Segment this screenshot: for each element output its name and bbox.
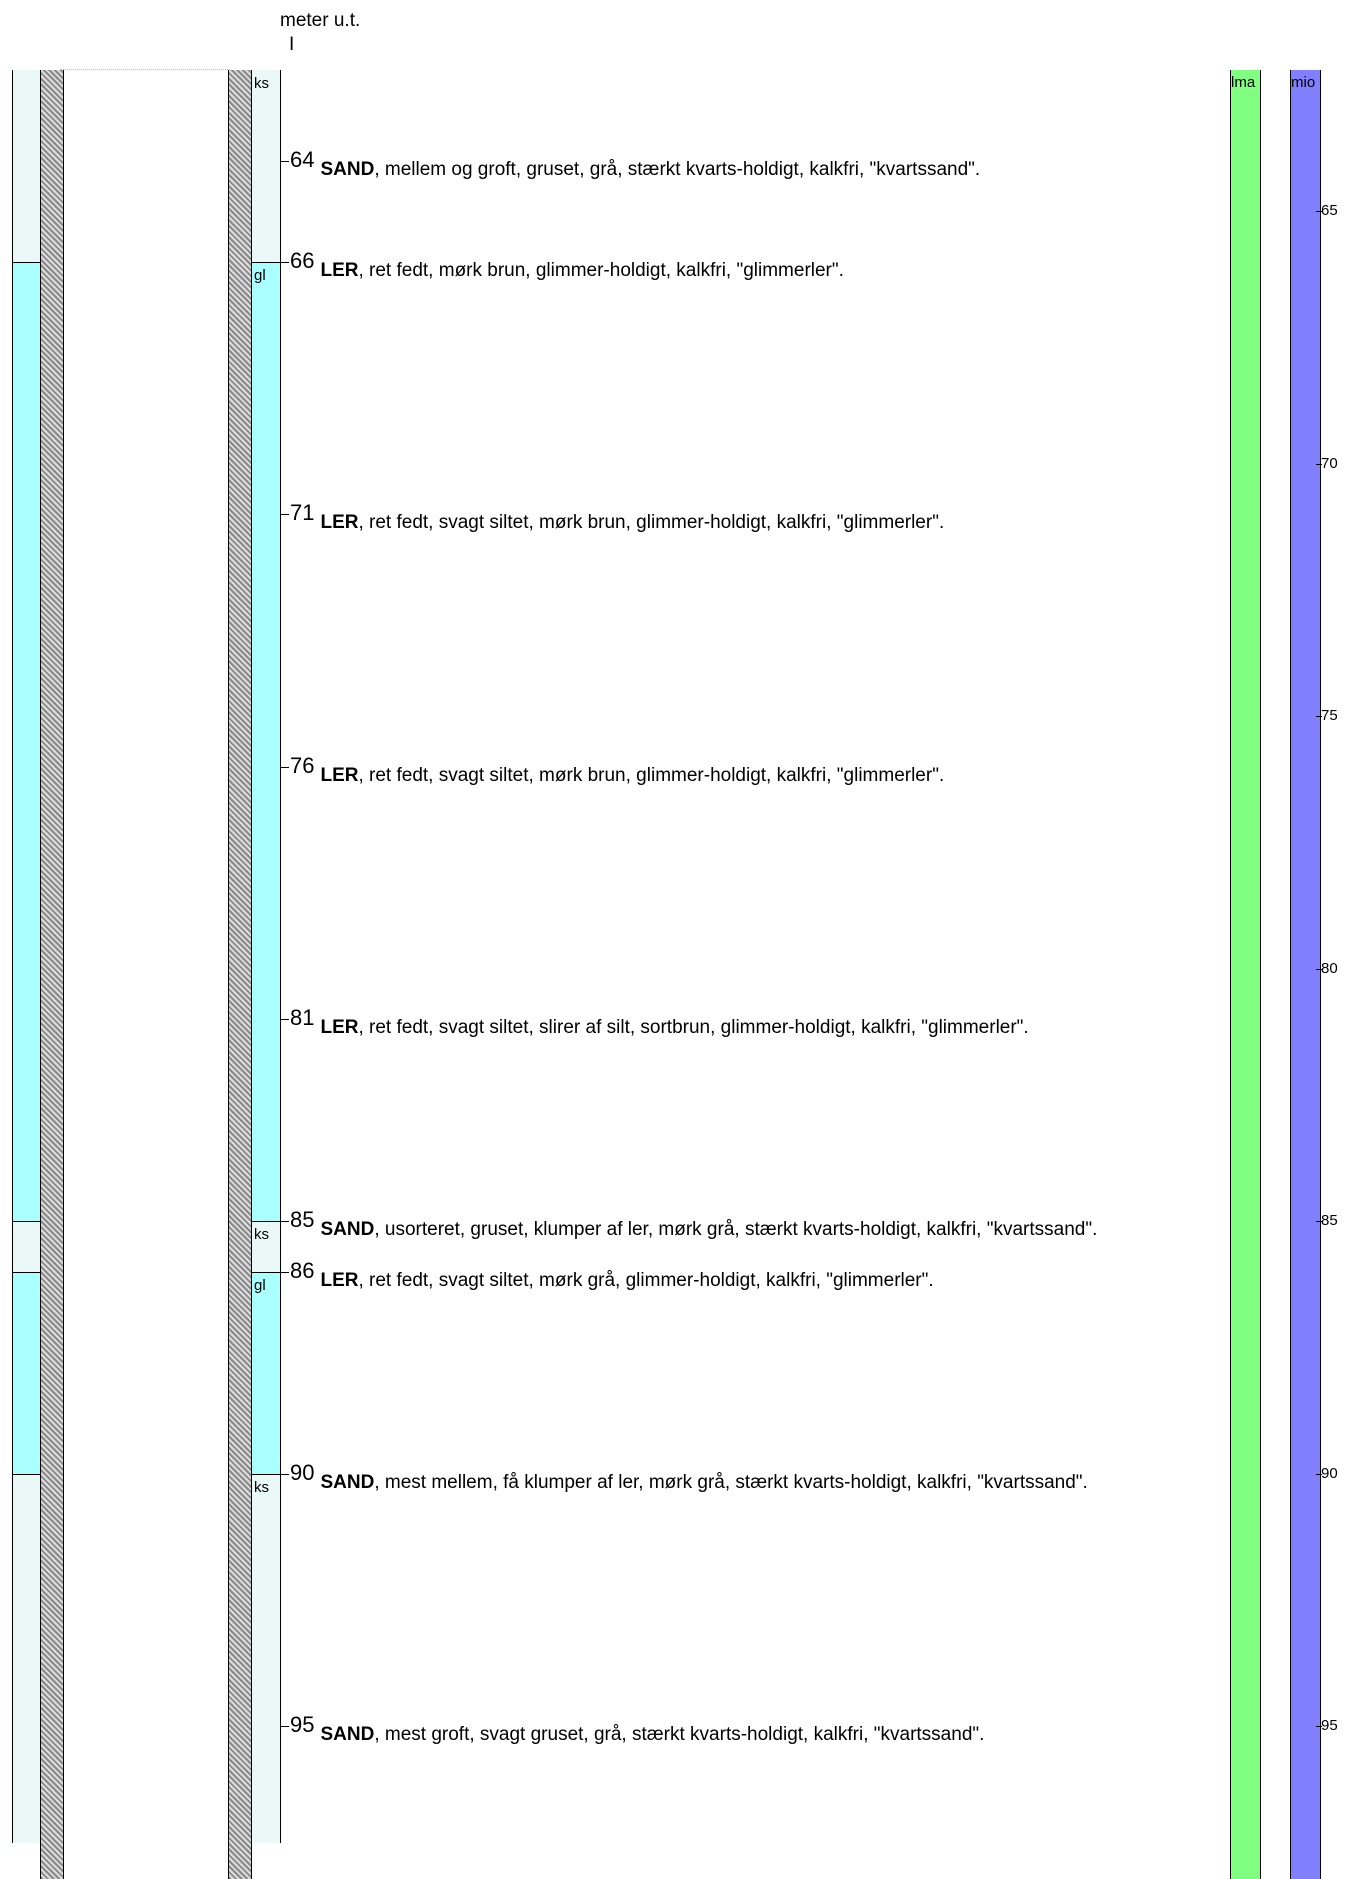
scale-label: 80	[1321, 959, 1338, 977]
scale-label: 65	[1321, 202, 1338, 220]
layer-description	[290, 1712, 985, 1746]
lithology-name: SAND	[320, 1219, 375, 1241]
depth-tick	[281, 514, 289, 515]
layer-description	[290, 1257, 934, 1292]
layer-description	[290, 500, 945, 534]
description-text: , ret fedt, mørk brun, glimmer-holdigt, kalkfri, "glimmerler".	[358, 259, 844, 281]
layer-band-right	[251, 1474, 281, 1843]
lithology-name: LER	[320, 1269, 359, 1291]
layer-boundary-left	[12, 1272, 41, 1273]
layer-boundary-right	[251, 1272, 281, 1273]
description-depth: 86	[290, 1257, 315, 1283]
layer-code: gl	[254, 1276, 266, 1294]
layer-boundary-right	[251, 262, 281, 263]
lithology-name: LER	[320, 1017, 359, 1039]
scale-label: 85	[1321, 1212, 1338, 1230]
layer-band-right	[251, 1272, 281, 1474]
scale-label: 95	[1321, 1717, 1338, 1735]
lithology-name: SAND	[320, 158, 375, 180]
strip-mio	[1290, 70, 1321, 1879]
description-text: , mest mellem, få klumper af ler, mørk grå, stærkt kvarts-holdigt, kalkfri, "kvartssand".	[374, 1471, 1088, 1493]
hatch-column-left	[40, 70, 64, 1879]
layer-boundary-left	[12, 262, 41, 263]
layer-description	[290, 146, 981, 181]
description-depth: 64	[290, 146, 315, 172]
layer-description	[290, 247, 844, 282]
description-depth: 90	[290, 1459, 315, 1485]
description-depth: 71	[290, 500, 315, 526]
layer-boundary-left	[12, 1221, 41, 1222]
layer-boundary-right	[251, 1474, 281, 1475]
layer-code: ks	[254, 1226, 269, 1244]
layer-code: ks	[254, 1478, 269, 1496]
layer-band-left	[12, 1221, 41, 1272]
layer-code: gl	[254, 266, 266, 284]
depth-tick	[281, 1726, 289, 1727]
depth-tick	[281, 1474, 289, 1475]
layer-description	[290, 1207, 1098, 1241]
layer-description	[290, 1459, 1088, 1494]
description-text: , ret fedt, svagt siltet, slirer af silt, sortbrun, glimmer-holdigt, kalkfri, "glimmerler".	[358, 1017, 1029, 1039]
depth-tick	[281, 1272, 289, 1273]
lithology-name: SAND	[320, 1724, 375, 1746]
description-text: , mellem og groft, gruset, grå, stærkt kvarts-holdigt, kalkfri, "kvartssand".	[374, 158, 981, 180]
depth-unit-label: meter u.t.	[280, 10, 361, 31]
description-text: , mest groft, svagt gruset, grå, stærkt kvarts-holdigt, kalkfri, "kvartssand".	[374, 1724, 985, 1746]
scale-label: 75	[1321, 707, 1338, 725]
scale-label: 70	[1321, 454, 1338, 472]
layer-description	[290, 1005, 1029, 1039]
description-depth: 81	[290, 1005, 315, 1031]
layer-band-left	[12, 1272, 41, 1474]
surface-dotted-line	[60, 69, 230, 70]
depth-tick	[281, 767, 289, 768]
description-text: , usorteret, gruset, klumper af ler, mørk grå, stærkt kvarts-holdigt, kalkfri, "kvartssand".	[374, 1219, 1098, 1241]
lithology-name: LER	[320, 259, 359, 281]
depth-tick	[281, 1221, 289, 1222]
strip-label: lma	[1231, 74, 1256, 91]
lithology-name: LER	[320, 764, 359, 786]
hatch-column-right	[228, 70, 252, 1879]
lithology-name: LER	[320, 512, 359, 534]
layer-description	[290, 752, 945, 787]
layer-band-left	[12, 262, 41, 1222]
description-depth: 66	[290, 247, 315, 273]
strip-lma	[1230, 70, 1261, 1879]
layer-code: ks	[254, 75, 269, 92]
layer-band-left	[12, 1474, 41, 1843]
description-depth: 95	[290, 1712, 315, 1738]
description-depth: 85	[290, 1207, 315, 1233]
lithology-name: SAND	[320, 1471, 375, 1493]
layer-boundary-left	[12, 1474, 41, 1475]
layer-band-right	[251, 70, 281, 262]
scale-label: 90	[1321, 1464, 1338, 1482]
description-text: , ret fedt, svagt siltet, mørk brun, glimmer-holdigt, kalkfri, "glimmerler".	[358, 764, 945, 786]
depth-tick	[281, 262, 289, 263]
description-text: , ret fedt, svagt siltet, mørk brun, glimmer-holdigt, kalkfri, "glimmerler".	[358, 512, 945, 534]
description-depth: 76	[290, 752, 315, 778]
layer-band-left	[12, 70, 41, 262]
strip-label: mio	[1291, 74, 1316, 91]
description-text: , ret fedt, svagt siltet, mørk grå, glimmer-holdigt, kalkfri, "glimmerler".	[358, 1269, 934, 1291]
layer-band-right	[251, 262, 281, 1222]
layer-boundary-right	[251, 1221, 281, 1222]
depth-tick	[281, 1019, 289, 1020]
depth-unit-marker: I	[289, 34, 295, 55]
depth-tick	[281, 161, 289, 162]
